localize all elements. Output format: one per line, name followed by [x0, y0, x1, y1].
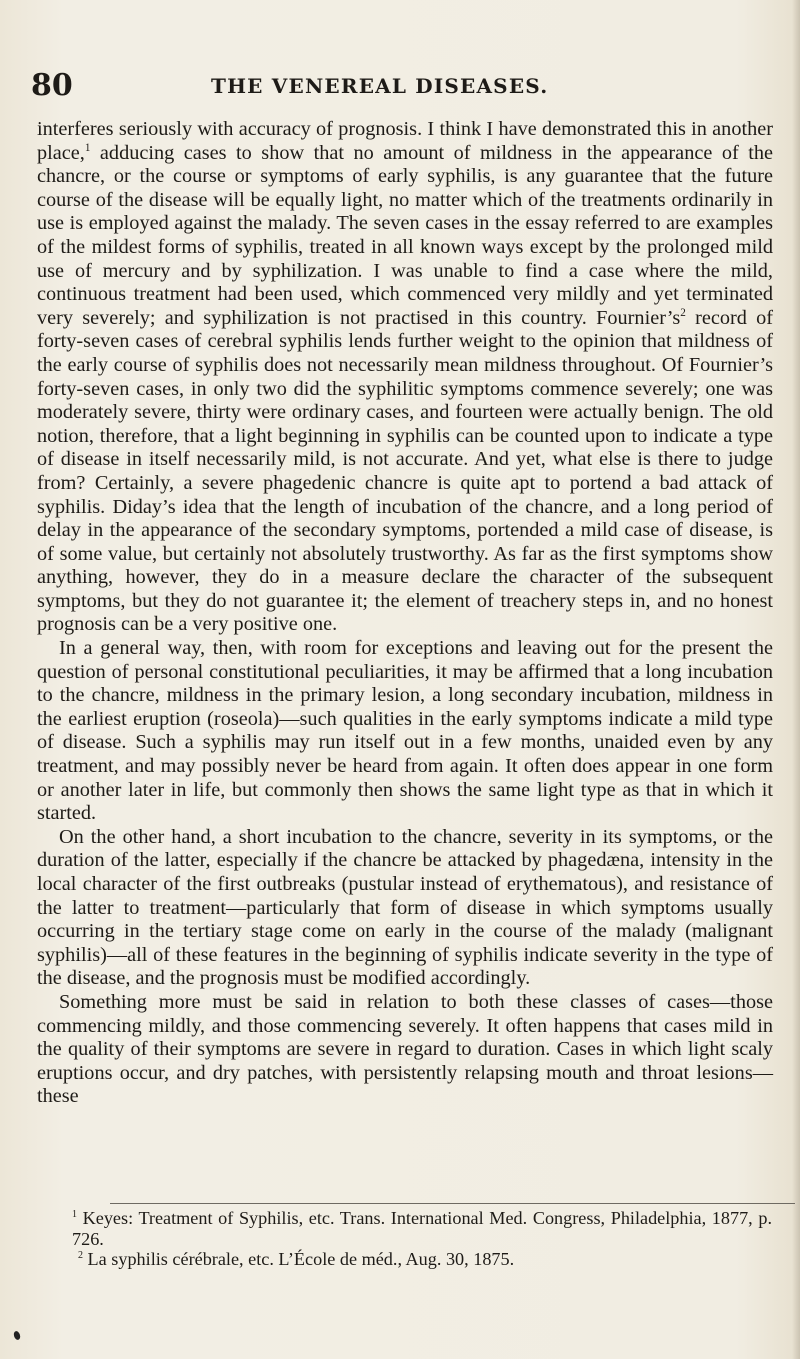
paragraph-1-part-c: record of forty-seven cases of cerebral syphilis lends further weight to the opinion that mildness of the early course of syphilis does not necessarily mean mildness throughout. Of Fournier’s forty-seven cases, in only two did the syphilitic symptoms commence severely; one was moderately severe, thirty were ordinary cases, and fourteen were actually benign. The old notion, therefore, that a light beginning in syphilis can be counted upon to indicate a type of disease in itself necessarily mild, is not accurate. And yet, what else is there to judge from? Certainly, a severe phagedenic chancre is quite apt to portend a bad attack of syphilis. Diday’s idea that the length of incubation of the chancre, and a long period of delay in the appearance of the secondary symptoms, portended a mild case of disease, is of some value, but certainly not absolutely trustworthy. As far as the first symptoms show anything, however, they do in a measure declare the character of the subsequent symptoms, but they do not guarantee it; the element of treachery steps in, and no honest prognosis can be a very positive one. — [37, 306, 773, 636]
footnote-2-text: La syphilis cérébrale, etc. L’École de méd., Aug. 30, 1875. — [83, 1249, 515, 1269]
paragraph-1-part-b: adducing cases to show that no amount of mildness in the appearance of the chancre, or the course or symptoms of early syphilis, is any guarantee that the future course of the disease will be equally light, no matter which of the treatments ordinarily in use is employed against the malady. The seven cases in the essay referred to are examples of the mildest forms of syphilis, treated in all known ways except by the prolonged mild use of mercury and by syphilization. I was unable to find a case where the mild, continuous treatment had been used, which commenced very mildly and yet terminated very severely; and syphilization is not practised in this country. Fournier’s — [37, 141, 773, 329]
footnotes — [72, 1208, 772, 1270]
page-header — [31, 69, 771, 103]
paragraph-3: On the other hand, a short incubation to the chancre, severity in its symptoms, or the duration of the latter, especially if the chancre be attacked by phagedæna, intensity in the local character of the first outbreaks (pustular instead of erythematous), and resistance of the latter to treatment—particularly that form of disease in which symptoms usually occurring in the tertiary stage come on early in the course of the malady (malignant syphilis)—all of these features in the beginning of syphilis indicate severity in the type of the disease, and the prognosis must be modified accordingly. — [37, 825, 773, 990]
page-number: 80 — [31, 68, 73, 103]
paragraph-4: Something more must be said in relation to both these classes of cases—those commencing mildly, and those commencing severely. It often happens that cases mild in the quality of their symptoms are severe in regard to duration. Cases in which light scaly eruptions occur, and dry patches, with persistently relapsing mouth and throat lesions—these — [37, 990, 773, 1108]
footnote-ref-2: 2 — [680, 306, 686, 319]
footnote-1-marker: 1 — [72, 1208, 77, 1220]
footnote-2 — [78, 1249, 772, 1270]
body-text — [37, 118, 773, 1109]
paragraph-1 — [37, 118, 773, 637]
footnote-1-text: Keyes: Treatment of Syphilis, etc. Trans. International Med. Congress, Philadelphia, 1877, p. 726. — [72, 1208, 772, 1249]
paragraph-2: In a general way, then, with room for exceptions and leaving out for the present the question of personal constitutional peculiarities, it may be affirmed that a long incubation to the chancre, mildness in the primary lesion, a long secondary incubation, mildness in the earliest eruption (roseola)—such qualities in the early symptoms indicate a mild type of disease. Such a syphilis may run itself out in a few months, unaided even by any treatment, and may possibly never be heard from again. It often does appear in one form or another later in life, but commonly then shows the same light type as that in which it started. — [37, 637, 773, 825]
paragraph-1-part-a: interferes seriously with accuracy of prognosis. I think I have demonstrated this in another place, — [37, 118, 773, 164]
ink-mark — [13, 1330, 21, 1340]
footnote-divider — [110, 1203, 795, 1204]
footnote-1 — [72, 1208, 772, 1249]
page-edge-shadow — [792, 0, 800, 1359]
footnote-2-marker: 2 — [78, 1249, 83, 1261]
running-head: THE VENEREAL DISEASES. — [211, 74, 549, 98]
footnote-ref-1: 1 — [84, 141, 91, 154]
